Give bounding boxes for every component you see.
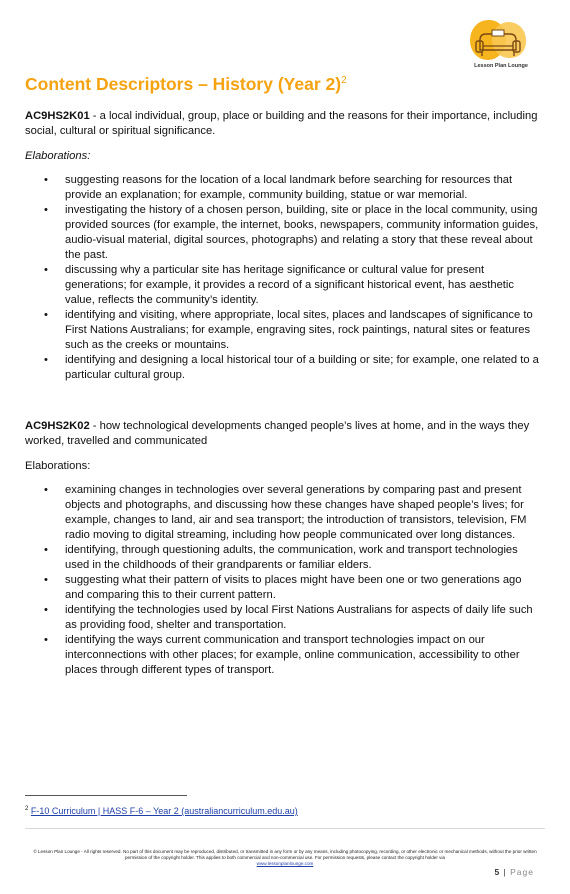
bullet-icon: • — [44, 604, 48, 616]
copyright-text: © Lesson Plan Lounge - All rights reserved. No part of this document may be reproduced, distributed, or transmitted in any form or by any means, including photocopying, recording, or other electronic or mechanical methods, without the prior written permission of the copyright holder. This applies to both commercial and non-commercial use. For permission requests, please contact the copyright holder via — [33, 849, 537, 861]
bullet-icon: • — [44, 634, 48, 646]
footnote-divider — [25, 795, 187, 796]
website-link[interactable]: www.lessonplanlounge.com — [256, 861, 314, 867]
logo-text: Lesson Plan Lounge — [474, 63, 528, 69]
descriptor-code: AC9HS2K02 — [25, 420, 90, 432]
list-item — [25, 573, 540, 603]
content-descriptor-2 — [25, 419, 540, 449]
list-item-text: identifying the ways current communication and transport technologies impact on our interconnections with other places; for example, online communication, accessibility to other places through different types of transport. — [65, 634, 520, 676]
bullet-icon: • — [44, 574, 48, 586]
list-item — [25, 173, 540, 203]
sofa-icon — [474, 26, 522, 60]
list-item-text: suggesting reasons for the location of a local landmark before searching for resources that provide an explanation; for example, community building, statue or war memorial. — [65, 174, 513, 201]
list-item-text: discussing why a particular site has heritage significance or cultural value for present generations; for example, it provides a record of a significant historical event, has aesthetic value, reflects the community’s identity. — [65, 264, 514, 306]
list-item — [25, 203, 540, 263]
list-item-text: identifying, through questioning adults, the communication, work and transport technologies used in the childhoods of their grandparents or familiar elders. — [65, 544, 518, 571]
list-item — [25, 483, 540, 543]
footnote-reference: 2 — [341, 75, 347, 87]
list-item — [25, 543, 540, 573]
elaborations-label: Elaborations: — [25, 460, 91, 472]
lesson-plan-lounge-logo — [466, 18, 546, 76]
bullet-icon: • — [44, 174, 48, 186]
list-item-text: suggesting what their pattern of visits to places might have been one or two generations ago and comparing this to their current pattern. — [65, 574, 522, 601]
page-number-value: 5 — [494, 867, 500, 877]
content-descriptor-1 — [25, 109, 540, 139]
list-item-text: identifying the technologies used by local First Nations Australians for aspects of daily life such as providing food, shelter and transportation. — [65, 604, 533, 631]
page-number — [494, 867, 534, 877]
footnote — [25, 806, 298, 816]
list-item-text: investigating the history of a chosen person, building, site or place in the local community, using provided sources (for example, the internet, books, newspapers, community information guides, audio-visual material, digital sources, photographs) and relating a story that these reveal about the past. — [65, 204, 539, 261]
elaborations-list-1 — [25, 173, 540, 383]
bullet-icon: • — [44, 484, 48, 496]
footnote-number: 2 — [25, 806, 29, 812]
list-item — [25, 633, 540, 678]
descriptor-text: - how technological developments changed people’s lives at home, and in the ways they worked, travelled and communicated — [25, 420, 530, 447]
list-item-text: identifying and designing a local historical tour of a building or site; for example, one related to a particular cultural group. — [65, 354, 539, 381]
elaborations-list-2 — [25, 483, 540, 678]
list-item — [25, 353, 540, 383]
descriptor-code: AC9HS2K01 — [25, 110, 90, 122]
page-title-text: Content Descriptors – History (Year 2) — [25, 74, 342, 94]
bullet-icon: • — [44, 354, 48, 366]
bullet-icon: • — [44, 264, 48, 276]
page-label: Page — [510, 867, 534, 877]
footnote-link[interactable]: F-10 Curriculum | HASS F-6 – Year 2 (australiancurriculum.edu.au) — [30, 806, 298, 816]
list-item-text: identifying and visiting, where appropriate, local sites, places and landscapes of significance to First Nations Australians; for example, engraving sites, rock paintings, natural sites or features such as the creeks or mountains. — [65, 309, 533, 351]
footer-divider — [25, 828, 545, 829]
list-item — [25, 308, 540, 353]
bullet-icon: • — [44, 544, 48, 556]
elaborations-label: Elaborations: — [25, 150, 91, 162]
copyright-notice — [28, 849, 542, 868]
bullet-icon: • — [44, 309, 48, 321]
page-title — [25, 74, 347, 95]
bullet-icon: • — [44, 204, 48, 216]
list-item — [25, 263, 540, 308]
list-item-text: examining changes in technologies over several generations by comparing past and present objects and photographs, and discussing how these changes have shaped people’s lives; for example, changes to land, air and sea transport; the introduction of transistors, television, FM radio moving to digital streaming, including how people communicated over long distances. — [65, 484, 527, 541]
page-separator: | — [503, 867, 506, 877]
descriptor-text: - a local individual, group, place or building and the reasons for their importance, including social, cultural or spiritual significance. — [25, 110, 538, 137]
list-item — [25, 603, 540, 633]
